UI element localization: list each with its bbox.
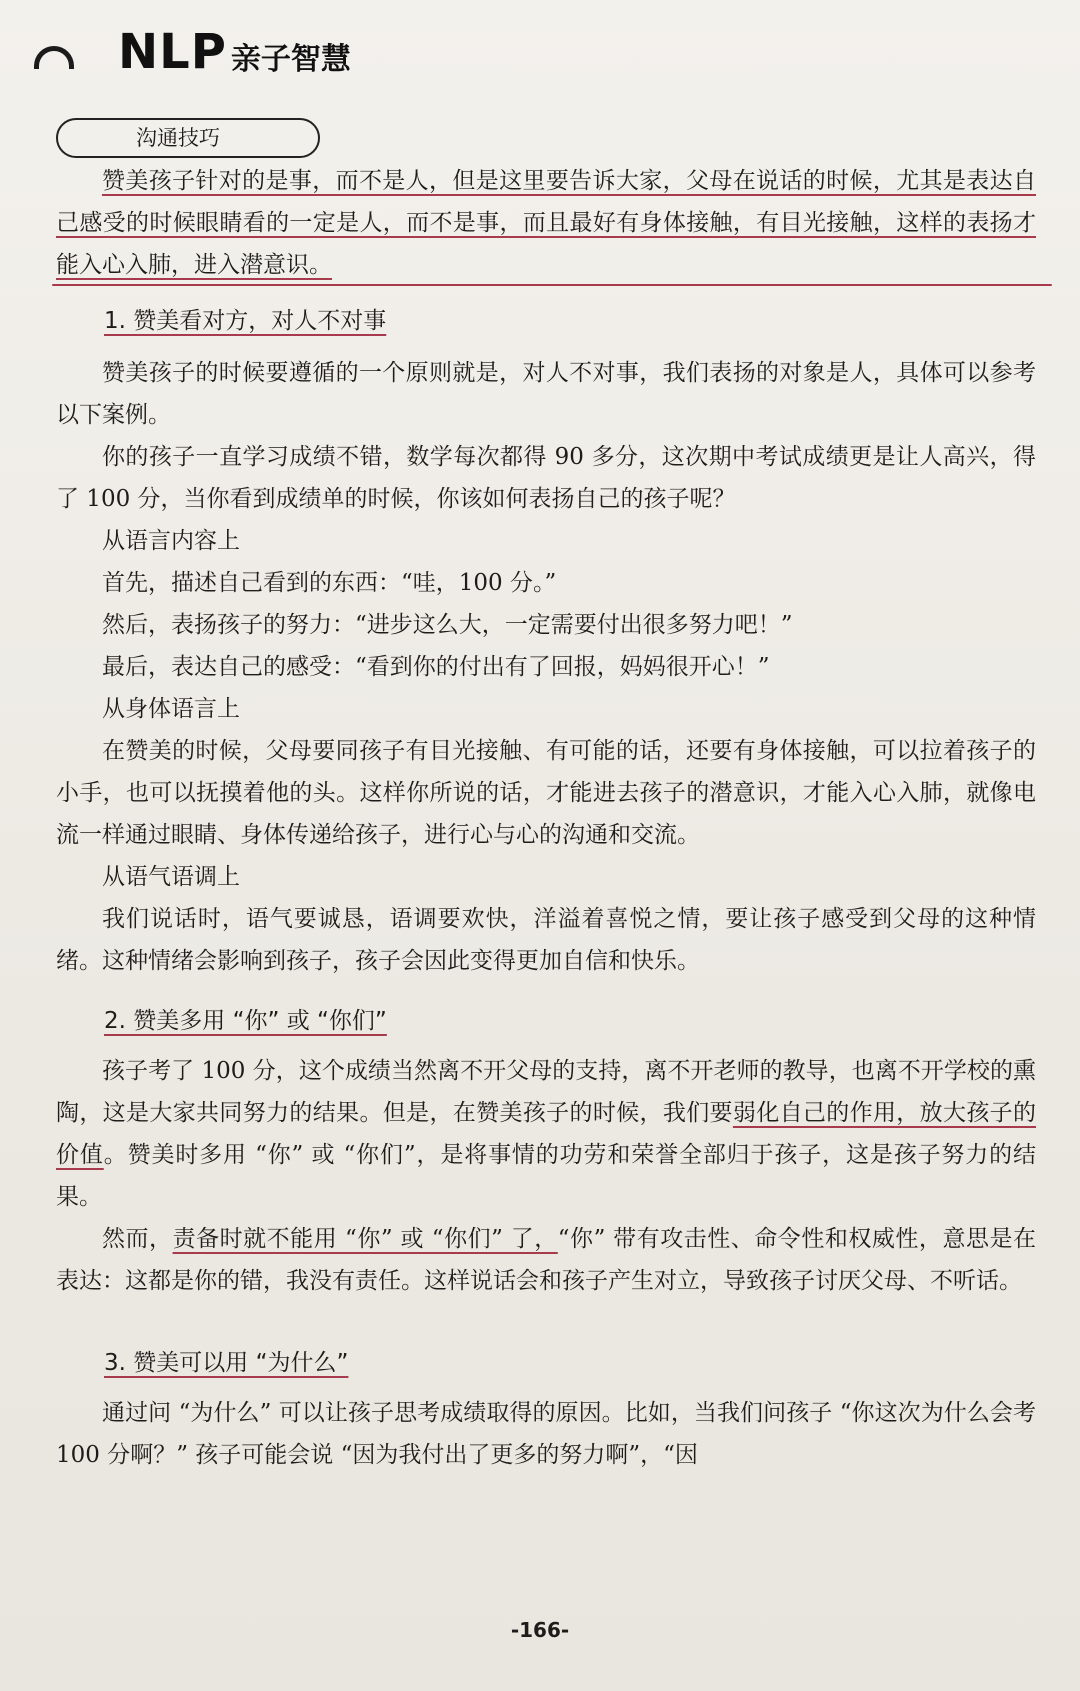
subheading: 从语言内容上	[102, 528, 240, 554]
paragraph: 孩子考了 100 分，这个成绩当然离不开父母的支持，离不开老师的教导，也离不开学校的熏陶，这是大家共同努力的结果。但是，在赞美孩子的时候，我们要弱化自己的作用，放大孩子的价值。赞美时多用 “你” 或 “你们”，是将事情的功劳和荣誉全部归于孩子，这是孩子努力的结果。	[56, 1058, 1037, 1210]
section-3-body	[56, 1392, 1036, 1476]
paragraph: 在赞美的时候，父母要同孩子有目光接触、有可能的话，还要有身体接触，可以拉着孩子的小手，也可以抚摸着他的头。这样你所说的话，才能进去孩子的潜意识，才能入心入肺，就像电流一样通过眼睛、身体传递给孩子，进行心与心的沟通和交流。	[56, 738, 1036, 848]
book-title-chinese: 亲子智慧	[230, 42, 351, 77]
list-item: 首先，描述自己看到的东西：“哇，100 分。”	[102, 570, 557, 596]
page-number: -166-	[510, 1618, 570, 1642]
subheading: 从身体语言上	[102, 696, 240, 722]
paragraph: 你的孩子一直学习成绩不错，数学每次都得 90 多分，这次期中考试成绩更是让人高兴，得了 100 分，当你看到成绩单的时候，你该如何表扬自己的孩子呢？	[56, 444, 1036, 512]
section-3-heading: 3. 赞美可以用 “为什么”	[104, 1350, 349, 1376]
section-2-heading: 2. 赞美多用 “你” 或 “你们”	[104, 1008, 387, 1034]
pen-underline	[52, 284, 1052, 286]
book-title-latin: NLP	[118, 24, 227, 80]
section-tag: 沟通技巧	[56, 118, 320, 158]
section-1-heading: 1. 赞美看对方，对人不对事	[104, 308, 387, 334]
list-item: 最后，表达自己的感受：“看到你的付出有了回报，妈妈很开心！”	[102, 654, 770, 680]
intro-paragraph: 赞美孩子针对的是事，而不是人，但是这里要告诉大家，父母在说话的时候，尤其是表达自己感受的时候眼睛看的一定是人，而不是事，而且最好有身体接触，有目光接触，这样的表扬才能入心入肺，进入潜意识。	[56, 168, 1036, 278]
underlined-phrase: 责备时就不能用 “你” 或 “你们” 了，	[172, 1226, 558, 1252]
running-header	[34, 22, 351, 82]
list-item: 然后，表扬孩子的努力：“进步这么大，一定需要付出很多努力吧！”	[102, 612, 793, 638]
arc-mark-icon	[34, 46, 74, 69]
paragraph: 我们说话时，语气要诚恳，语调要欢快，洋溢着喜悦之情，要让孩子感受到父母的这种情绪。这种情绪会影响到孩子，孩子会因此变得更加自信和快乐。	[56, 906, 1036, 974]
section-2-body	[56, 1050, 1036, 1302]
paragraph: 赞美孩子的时候要遵循的一个原则就是，对人不对事，我们表扬的对象是人，具体可以参考以下案例。	[56, 360, 1036, 428]
underlined-phrase: 弱化自己的作用，放大孩子的价值	[56, 1100, 1037, 1168]
section-1-body	[56, 352, 1036, 982]
paragraph: 通过问 “为什么” 可以让孩子思考成绩取得的原因。比如，当我们问孩子 “你这次为什么会考 100 分啊？” 孩子可能会说 “因为我付出了更多的努力啊”，“因	[56, 1400, 1036, 1468]
subheading: 从语气语调上	[102, 864, 240, 890]
paragraph: 然而，责备时就不能用 “你” 或 “你们” 了，“你” 带有攻击性、命令性和权威性，意思是在表达：这都是你的错，我没有责任。这样说话会和孩子产生对立，导致孩子讨厌父母、不听话。	[56, 1226, 1037, 1294]
